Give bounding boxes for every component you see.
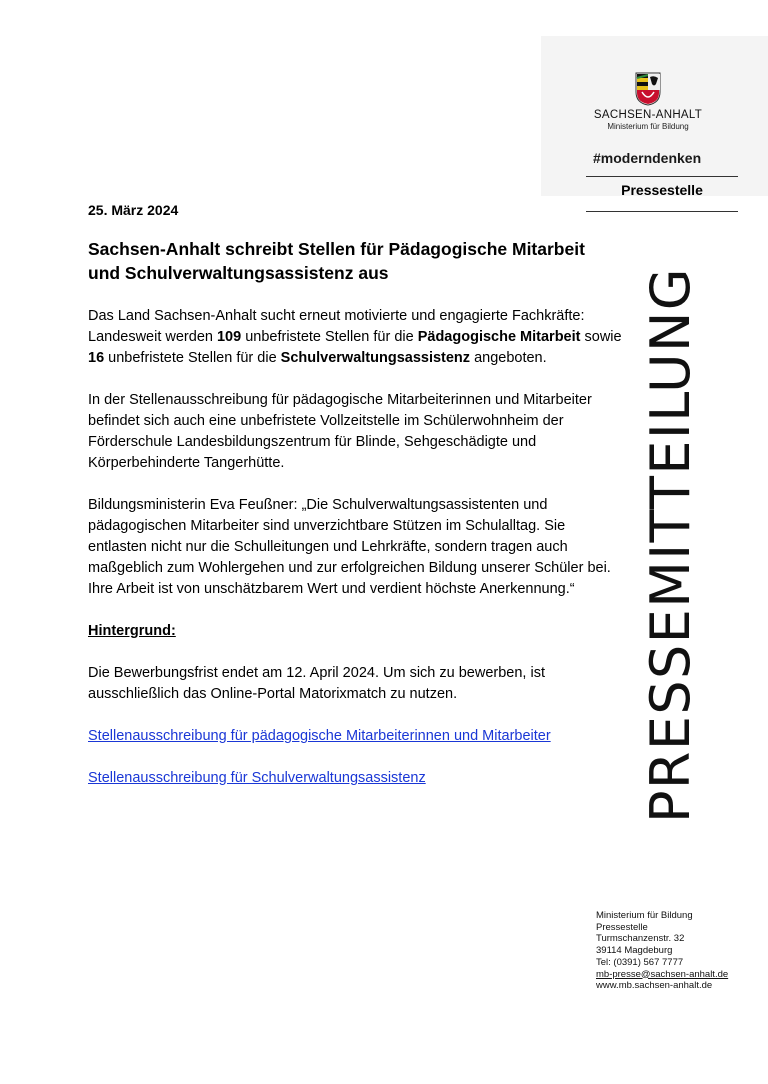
bold-count: 16 (88, 350, 105, 366)
hashtag: #moderndenken (593, 150, 702, 166)
paragraph-details: In der Stellenausschreibung für pädagogische Mitarbeiterinnen und Mitarbeiter befindet sich auch eine unbefristete Vollzeitstelle im Schülerwohnheim der Förderschule Landesbildungszentrum für Blinde, Sehgeschädigte und Körperbehinderte Tangerhütte. (88, 392, 592, 471)
footer-website: www.mb.sachsen-anhalt.de (596, 980, 713, 992)
link-paedagogische-mitarbeit[interactable]: Stellenausschreibung für pädagogische Mitarbeiterinnen und Mitarbeiter (88, 728, 551, 744)
coat-of-arms-icon (635, 72, 661, 106)
bold-count: 109 (216, 329, 242, 345)
headline-line: und Schulverwaltungsassistenz aus (88, 263, 389, 283)
paragraph-intro (88, 306, 628, 369)
logo-name: SACHSEN-ANHALT (593, 109, 703, 121)
hintergrund-heading: Hintergrund: (88, 623, 176, 639)
divider (586, 176, 738, 177)
text-run: sowie (580, 329, 622, 345)
footer-ministry: Ministerium für Bildung (596, 910, 693, 921)
paragraph-quote: Bildungsministerin Eva Feußner: „Die Schulverwaltungsassistenten und pädagogischen Mitarbeiter sind unverzichtbare Stützen im Schulalltag. Sie entlasten nicht nur die Schulleitungen und Lehrkräfte, sondern tragen auch maßgeblich zum Wohlergehen und zur erfolgreichen Bildung unserer Schüler bei. Ihre Arbeit ist von unschätzbarem Wert und verdient höchste Anerkennung.“ (88, 497, 611, 597)
divider (586, 211, 738, 212)
text-run: unbefristete Stellen für die (241, 329, 418, 345)
headline (88, 237, 628, 285)
contact-footer (596, 910, 728, 992)
logo-subtitle: Ministerium für Bildung (607, 122, 689, 131)
article-body (88, 306, 628, 810)
paragraph-background: Die Bewerbungsfrist endet am 12. April 2024. Um sich zu bewerben, ist ausschließlich das Online-Portal Matorixmatch zu nutzen. (88, 665, 545, 702)
release-date: 25. März 2024 (88, 202, 179, 218)
footer-phone: Tel: (0391) 567 7777 (596, 956, 684, 968)
headline-line: Sachsen-Anhalt schreibt Stellen für Pädagogische Mitarbeit (88, 239, 585, 259)
footer-street: Turmschanzenstr. 32 (596, 933, 685, 945)
bold-term: Pädagogische Mitarbeit (417, 329, 581, 345)
text-run: unbefristete Stellen für die (104, 350, 281, 366)
bold-term: Schulverwaltungsassistenz (280, 350, 471, 366)
footer-city: 39114 Magdeburg (596, 945, 673, 957)
ministry-logo (581, 72, 715, 131)
vertical-title (640, 236, 700, 854)
footer-department: Pressestelle (596, 921, 648, 933)
link-schulverwaltungsassistenz[interactable]: Stellenausschreibung für Schulverwaltungsassistenz (88, 770, 426, 786)
department-label: Pressestelle (621, 182, 703, 198)
text-run: angeboten. (470, 350, 547, 366)
footer-email-link[interactable]: mb-presse@sachsen-anhalt.de (596, 968, 729, 980)
text-run: Das Land Sachsen-Anhalt sucht erneut motivierte und engagierte Fachkräfte: Landesweit werden (88, 308, 585, 345)
vertical-title-text: PRESSEMITTEILUNG (638, 266, 702, 824)
